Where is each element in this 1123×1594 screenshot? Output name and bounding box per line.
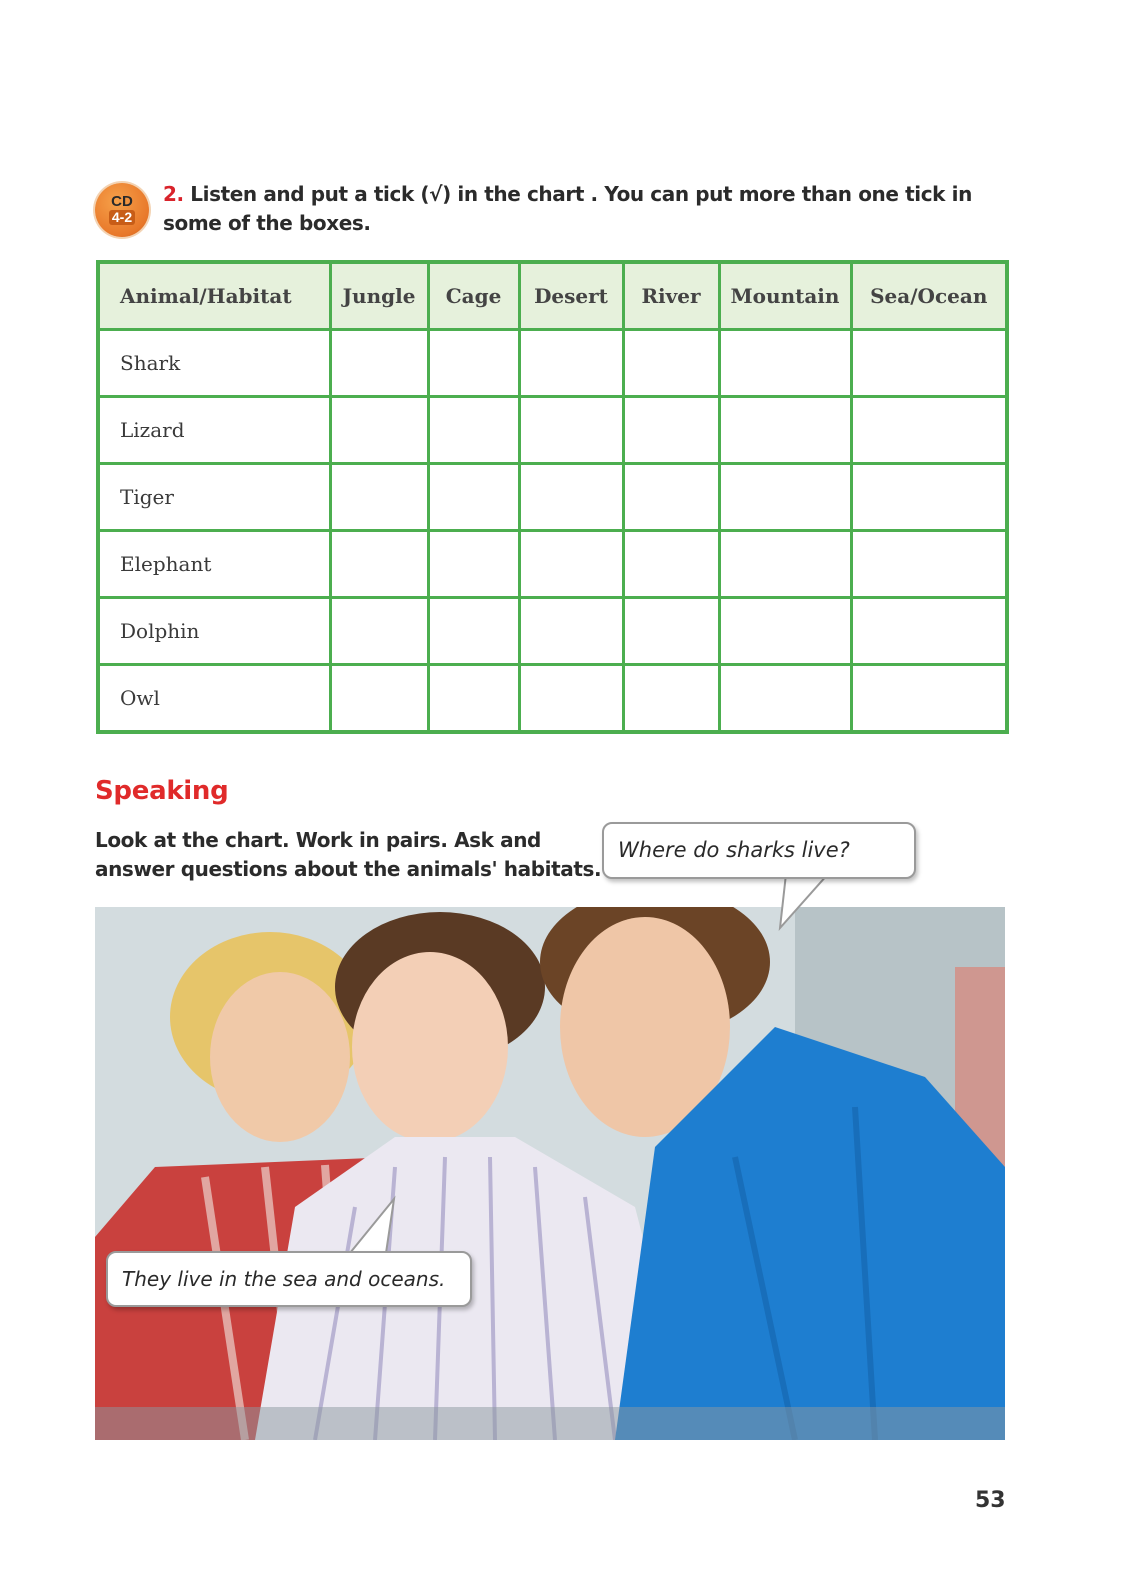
tick-cell[interactable] xyxy=(330,665,428,733)
exercise-instruction-text: Listen and put a tick (√) in the chart . You can put more than one tick in some of the boxes. xyxy=(163,182,972,235)
tick-cell[interactable] xyxy=(719,665,851,733)
animal-name-cell: Owl xyxy=(98,665,330,733)
habitat-chart xyxy=(96,260,1009,734)
tick-cell[interactable] xyxy=(719,330,851,397)
header-sea-ocean: Sea/Ocean xyxy=(851,262,1007,330)
header-jungle: Jungle xyxy=(330,262,428,330)
habitat-chart-row xyxy=(98,598,1007,665)
exercise-instruction xyxy=(163,180,1003,238)
tick-cell[interactable] xyxy=(719,531,851,598)
header-river: River xyxy=(623,262,719,330)
tick-cell[interactable] xyxy=(719,464,851,531)
header-mountain: Mountain xyxy=(719,262,851,330)
tick-cell[interactable] xyxy=(330,531,428,598)
habitat-chart-row xyxy=(98,531,1007,598)
tick-cell[interactable] xyxy=(428,397,519,464)
animal-name-cell: Shark xyxy=(98,330,330,397)
habitat-chart-row xyxy=(98,464,1007,531)
tick-cell[interactable] xyxy=(428,464,519,531)
tick-cell[interactable] xyxy=(623,665,719,733)
bubble-answer-tail xyxy=(336,1195,406,1255)
animal-name-cell: Tiger xyxy=(98,464,330,531)
tick-cell[interactable] xyxy=(519,397,623,464)
exercise-number: 2. xyxy=(163,182,184,206)
tick-cell[interactable] xyxy=(623,464,719,531)
speaking-instruction: Look at the chart. Work in pairs. Ask and answer questions about the animals' habitats. xyxy=(95,828,602,881)
tick-cell[interactable] xyxy=(851,397,1007,464)
tick-cell[interactable] xyxy=(851,531,1007,598)
tick-cell[interactable] xyxy=(428,330,519,397)
cd-track-number: 4-2 xyxy=(109,210,135,225)
tick-cell[interactable] xyxy=(330,464,428,531)
animal-name-cell: Dolphin xyxy=(98,598,330,665)
tick-cell[interactable] xyxy=(851,598,1007,665)
speech-bubble-answer: They live in the sea and oceans. xyxy=(106,1251,472,1307)
page-number: 53 xyxy=(975,1488,1006,1513)
tick-cell[interactable] xyxy=(851,330,1007,397)
tick-cell[interactable] xyxy=(330,397,428,464)
tick-cell[interactable] xyxy=(719,598,851,665)
header-desert: Desert xyxy=(519,262,623,330)
animal-name-cell: Lizard xyxy=(98,397,330,464)
tick-cell[interactable] xyxy=(623,531,719,598)
cd-label: CD xyxy=(111,193,133,210)
animal-name-cell: Elephant xyxy=(98,531,330,598)
tick-cell[interactable] xyxy=(428,665,519,733)
tick-cell[interactable] xyxy=(330,330,428,397)
tick-cell[interactable] xyxy=(623,397,719,464)
speech-bubble-question: Where do sharks live? xyxy=(602,822,916,879)
tick-cell[interactable] xyxy=(623,598,719,665)
habitat-chart-row xyxy=(98,330,1007,397)
bubble-question-tail xyxy=(776,872,836,932)
header-cage: Cage xyxy=(428,262,519,330)
tick-cell[interactable] xyxy=(851,464,1007,531)
tick-cell[interactable] xyxy=(519,330,623,397)
header-animal-habitat: Animal/Habitat xyxy=(98,262,330,330)
section-title-speaking: Speaking xyxy=(95,776,229,806)
students-photo xyxy=(95,907,1005,1440)
tick-cell[interactable] xyxy=(719,397,851,464)
tick-cell[interactable] xyxy=(428,531,519,598)
tick-cell[interactable] xyxy=(623,330,719,397)
habitat-chart-row xyxy=(98,397,1007,464)
tick-cell[interactable] xyxy=(519,665,623,733)
habitat-chart-row xyxy=(98,665,1007,733)
tick-cell[interactable] xyxy=(519,598,623,665)
habitat-chart-header-row xyxy=(98,262,1007,330)
students-photo-illustration xyxy=(95,907,1005,1440)
tick-cell[interactable] xyxy=(330,598,428,665)
tick-cell[interactable] xyxy=(519,531,623,598)
tick-cell[interactable] xyxy=(519,464,623,531)
tick-cell[interactable] xyxy=(851,665,1007,733)
tick-cell[interactable] xyxy=(428,598,519,665)
cd-audio-icon[interactable] xyxy=(95,183,149,237)
